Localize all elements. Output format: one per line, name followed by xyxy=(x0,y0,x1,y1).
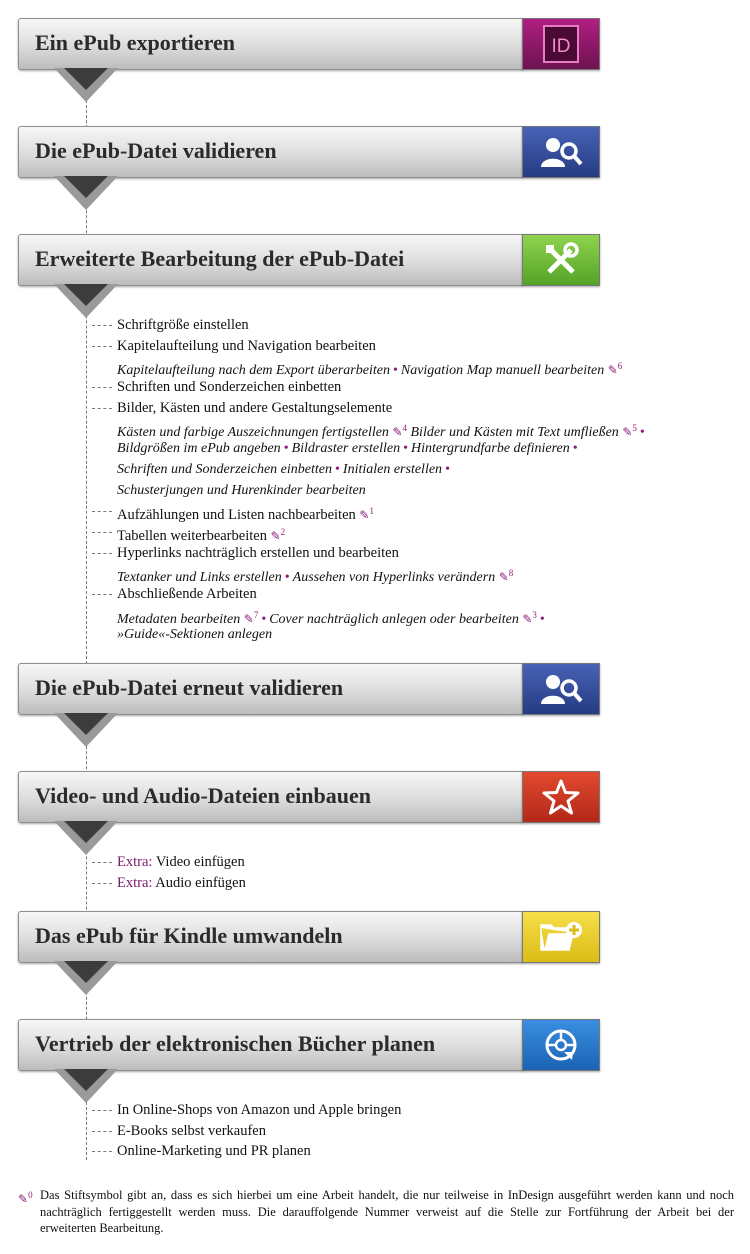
sub-list-item: »Guide«-Sektionen anlegen xyxy=(117,627,273,643)
list-item: E-Books selbst verkaufen xyxy=(92,1121,401,1142)
step-bar xyxy=(18,126,523,178)
down-arrow-icon xyxy=(54,713,118,749)
step-bar xyxy=(18,771,523,823)
down-arrow-icon xyxy=(54,68,118,104)
footnote xyxy=(18,1187,734,1237)
step-embed-media xyxy=(18,771,598,823)
down-arrow-icon xyxy=(54,961,118,997)
step-title: Video- und Audio-Dateien einbauen xyxy=(35,783,371,808)
list-item: Online-Marketing und PR planen xyxy=(92,1141,401,1162)
globe-arrow-icon xyxy=(522,1019,600,1071)
list-item: Kapitelaufteilung und Navigation bearbeiten xyxy=(92,336,648,357)
list-item: Extra: Video einfügen xyxy=(92,852,246,873)
pen-icon: ✎$^3$ xyxy=(522,609,537,626)
tools-icon xyxy=(522,234,600,286)
list-item: Bilder, Kästen und andere Gestaltungselemente xyxy=(92,398,648,419)
indesign-icon xyxy=(522,18,600,70)
pen-icon: ✎$^1$ xyxy=(359,506,374,523)
list-item: Aufzählungen und Listen nachbearbeiten ✎$^1$ xyxy=(92,501,648,522)
advanced-editing-list xyxy=(92,315,648,646)
down-arrow-icon xyxy=(54,176,118,212)
list-item: Hyperlinks nachträglich erstellen und bearbeiten xyxy=(92,543,648,564)
list-item: In Online-Shops von Amazon und Apple bringen xyxy=(92,1100,401,1121)
list-item: Schriften und Sonderzeichen einbetten xyxy=(92,377,648,398)
sub-list-item: Bildgrößen im ePub angeben • Bildraster erstellen • Hintergrundfarbe definieren • xyxy=(117,441,578,457)
step-title: Vertrieb der elektronischen Bücher planen xyxy=(35,1031,436,1056)
step-bar xyxy=(18,234,523,286)
distribution-list xyxy=(92,1100,401,1162)
sub-list-item: Schusterjungen und Hurenkinder bearbeiten xyxy=(117,482,366,498)
sub-list-item: Metadaten bearbeiten ✎$^7$ • Cover nachträglich anlegen oder bearbeiten ✎$^3$ • xyxy=(117,609,545,627)
step-bar xyxy=(18,663,523,715)
step-revalidate-epub xyxy=(18,663,598,715)
list-item: Abschließende Arbeiten xyxy=(92,584,648,605)
list-item: Tabellen weiterbearbeiten ✎$^2$ xyxy=(92,522,648,543)
user-search-icon xyxy=(522,126,600,178)
sub-list-item: Kästen und farbige Auszeichnungen fertigstellen ✎$^4$ Bilder und Kästen mit Text umfließen ✎$^5$ • xyxy=(117,423,645,441)
pen-icon: ✎$^4$ xyxy=(392,423,407,440)
footnote-text: Das Stiftsymbol gibt an, dass es sich hierbei um eine Arbeit handelt, die nur teilweise in InDesign ausgeführt werden kann und noch nachträglich fertiggestellt werden muss. Die darauffolgende Nummer verweist auf die Stelle zur Fortführung der Arbeit bei der erweiterten Bearbeitung. xyxy=(40,1188,734,1235)
step-advanced-editing xyxy=(18,234,598,286)
media-list xyxy=(92,852,246,893)
step-validate-epub xyxy=(18,126,598,178)
sub-list-item: Schriften und Sonderzeichen einbetten • Initialen erstellen • xyxy=(117,461,450,477)
step-convert-kindle xyxy=(18,911,598,963)
list-item: Schriftgröße einstellen xyxy=(92,315,648,336)
svg-text:ID: ID xyxy=(551,36,571,57)
step-plan-distribution xyxy=(18,1019,598,1071)
folder-add-icon xyxy=(522,911,600,963)
step-title: Die ePub-Datei erneut validieren xyxy=(35,675,344,700)
step-title: Erweiterte Bearbeitung der ePub-Datei xyxy=(35,246,405,271)
pen-icon: ✎$^8$ xyxy=(498,568,514,585)
user-search-icon xyxy=(522,663,600,715)
step-bar xyxy=(18,911,523,963)
sub-list-item: Textanker und Links erstellen • Aussehen von Hyperlinks verändern ✎$^8$ xyxy=(117,568,514,586)
step-title: Die ePub-Datei validieren xyxy=(35,138,277,163)
pen-icon: ✎$^7$ xyxy=(243,609,259,626)
pen-icon: ✎$^5$ xyxy=(622,423,637,440)
sub-list-item: Kapitelaufteilung nach dem Export überarbeiten • Navigation Map manuell bearbeiten ✎$^6$ xyxy=(117,361,623,379)
pen-icon: ✎$^6$ xyxy=(607,361,623,378)
step-bar xyxy=(18,18,523,70)
step-bar xyxy=(18,1019,523,1071)
pen-icon: ✎$^0$ xyxy=(18,1190,33,1206)
list-item: Extra: Audio einfügen xyxy=(92,873,246,894)
step-title: Ein ePub exportieren xyxy=(35,30,236,55)
pen-icon: ✎$^2$ xyxy=(270,526,286,543)
step-export-epub xyxy=(18,18,598,70)
star-icon xyxy=(522,771,600,823)
step-title: Das ePub für Kindle umwandeln xyxy=(35,923,343,948)
